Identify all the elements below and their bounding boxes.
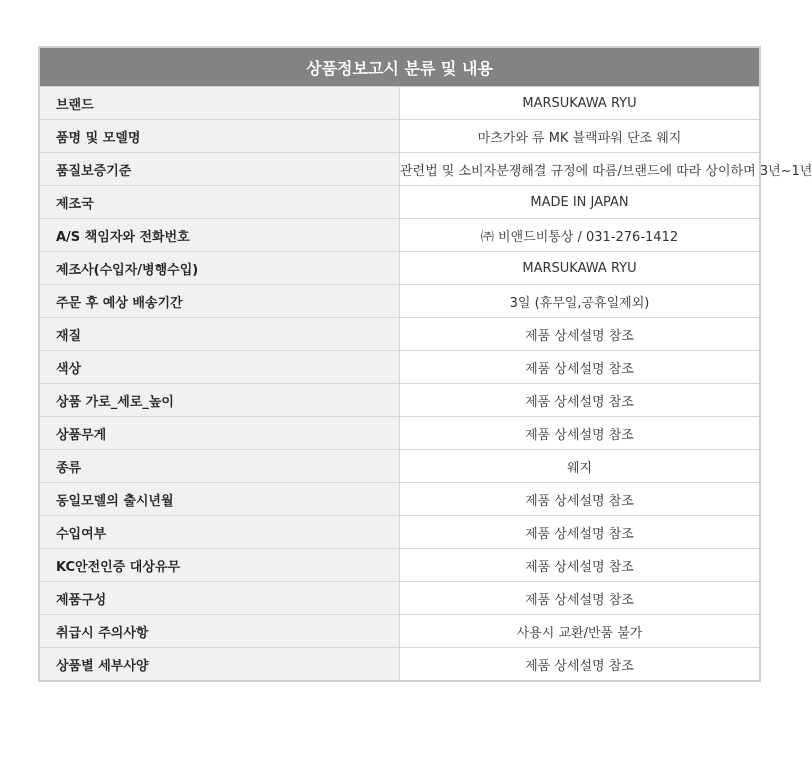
table-row [39, 417, 760, 450]
table-row [39, 252, 760, 285]
table-row [39, 219, 760, 252]
table-row [39, 483, 760, 516]
row-label: KC안전인증 대상유무 [39, 549, 400, 582]
row-label: 동일모델의 출시년월 [39, 483, 400, 516]
row-value: 제품 상세설명 참조 [400, 384, 761, 417]
table-row [39, 549, 760, 582]
row-value: MADE IN JAPAN [400, 186, 761, 219]
table-row [39, 285, 760, 318]
row-value: 제품 상세설명 참조 [400, 417, 761, 450]
row-value: MARSUKAWA RYU [400, 252, 761, 285]
table-row [39, 516, 760, 549]
row-value: 제품 상세설명 참조 [400, 318, 761, 351]
table-row [39, 615, 760, 648]
row-label: 제조국 [39, 186, 400, 219]
row-value: 제품 상세설명 참조 [400, 351, 761, 384]
row-label: 취급시 주의사항 [39, 615, 400, 648]
row-value: 제품 상세설명 참조 [400, 483, 761, 516]
row-label: 제조사(수입자/병행수입) [39, 252, 400, 285]
row-value: 웨지 [400, 450, 761, 483]
table-row [39, 318, 760, 351]
row-value: 제품 상세설명 참조 [400, 648, 761, 682]
table-row [39, 351, 760, 384]
row-label: 종류 [39, 450, 400, 483]
row-value: 제품 상세설명 참조 [400, 516, 761, 549]
table-row [39, 186, 760, 219]
row-label: 품명 및 모델명 [39, 120, 400, 153]
table-row [39, 120, 760, 153]
row-label: 상품무게 [39, 417, 400, 450]
table-header-row [39, 47, 760, 87]
product-info-table [38, 46, 812, 682]
row-value: 사용시 교환/반품 불가 [400, 615, 761, 648]
row-label: 상품별 세부사양 [39, 648, 400, 682]
row-label: 색상 [39, 351, 400, 384]
row-label: 재질 [39, 318, 400, 351]
row-label: 수입여부 [39, 516, 400, 549]
table-row [39, 582, 760, 615]
table-row [39, 153, 760, 186]
table-row [39, 384, 760, 417]
row-label: 제품구성 [39, 582, 400, 615]
table-body [39, 87, 812, 682]
row-label: 브랜드 [39, 87, 400, 120]
table-title: 상품정보고시 분류 및 내용 [39, 47, 760, 87]
table-row [39, 87, 760, 120]
row-label: 주문 후 예상 배송기간 [39, 285, 400, 318]
row-value: ㈜ 비앤드비통상 / 031-276-1412 [400, 219, 761, 252]
row-label: 상품 가로_세로_높이 [39, 384, 400, 417]
row-value: 3일 (휴무일,공휴일제외) [400, 285, 761, 318]
row-value: 관련법 및 소비자분쟁해결 규정에 따름/브랜드에 따라 상이하며 3년~1년 [400, 153, 761, 186]
row-value: MARSUKAWA RYU [400, 87, 761, 120]
row-label: 품질보증기준 [39, 153, 400, 186]
table-row [39, 450, 760, 483]
row-value: 제품 상세설명 참조 [400, 549, 761, 582]
row-label: A/S 책임자와 전화번호 [39, 219, 400, 252]
row-value: 제품 상세설명 참조 [400, 582, 761, 615]
row-value: 마츠가와 류 MK 블랙파워 단조 웨지 [400, 120, 761, 153]
table-row [39, 648, 760, 682]
